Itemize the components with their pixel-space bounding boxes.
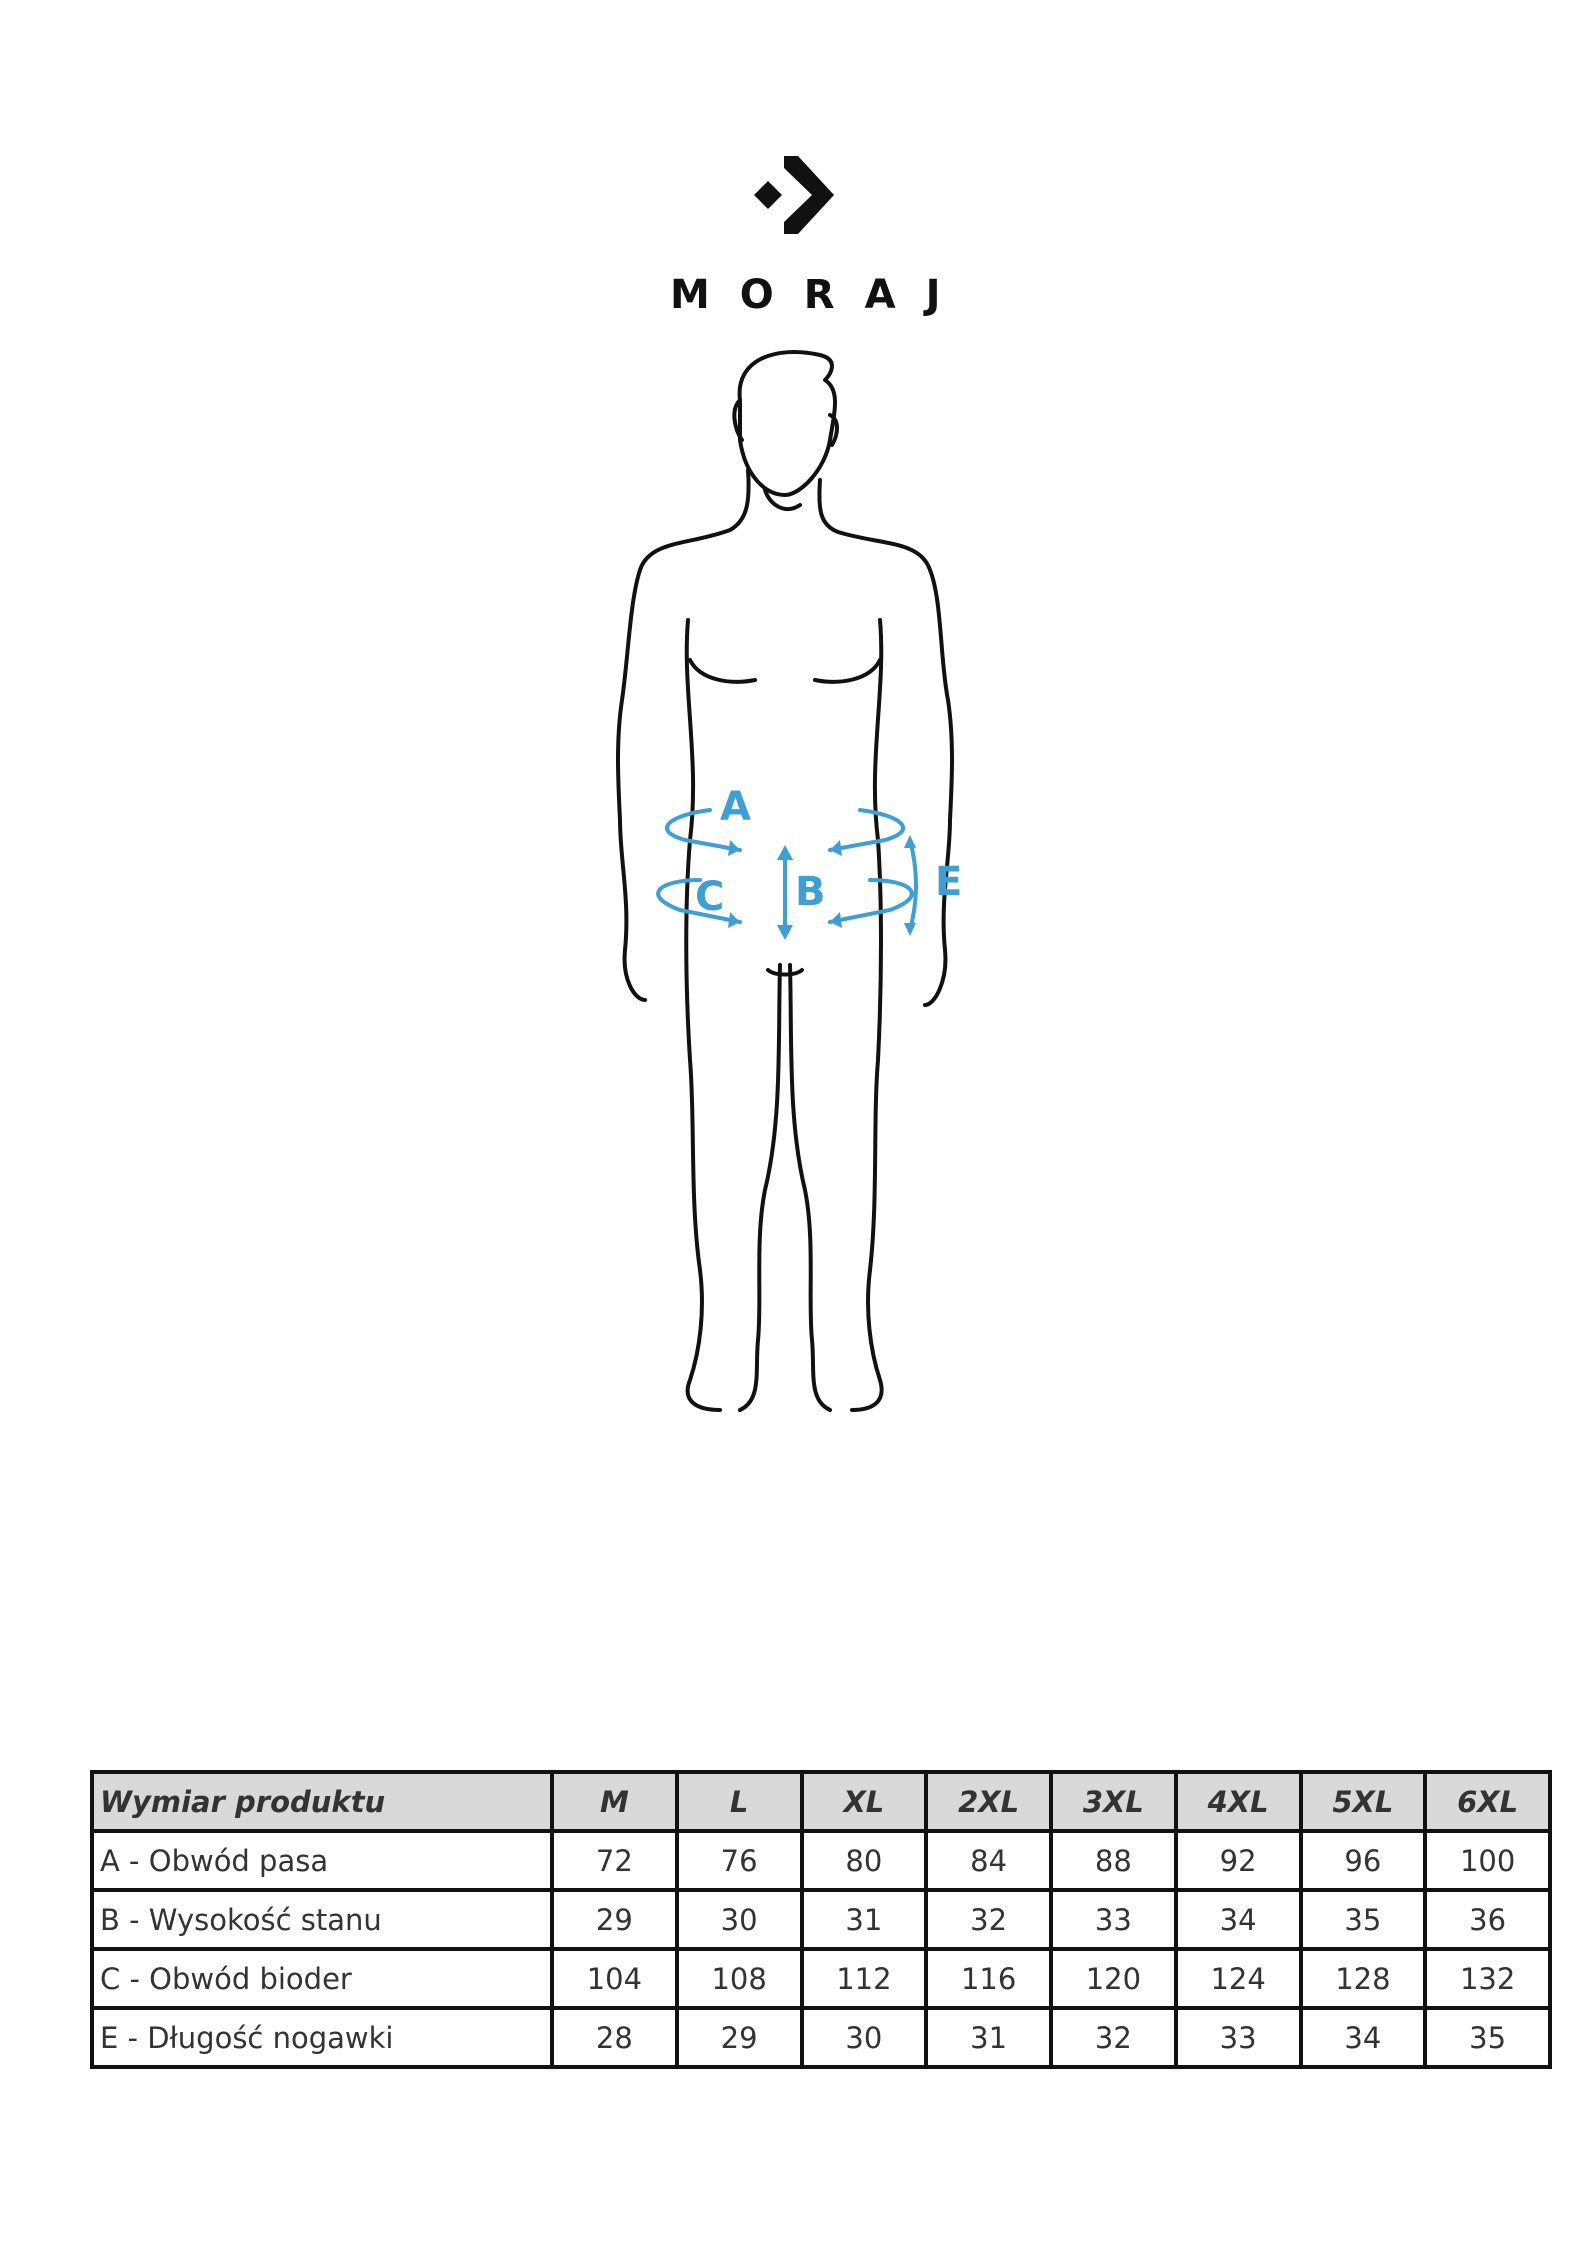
label-a: A bbox=[720, 784, 751, 830]
header-size: 2XL bbox=[926, 1772, 1051, 1831]
arrow-chevron-logo-icon bbox=[750, 150, 840, 240]
row-label: E - Długość nogawki bbox=[92, 2008, 552, 2067]
table-cell: 76 bbox=[677, 1831, 802, 1890]
table-cell: 92 bbox=[1176, 1831, 1301, 1890]
table-row bbox=[92, 1831, 1550, 1890]
row-label: B - Wysokość stanu bbox=[92, 1890, 552, 1949]
header-size: M bbox=[552, 1772, 677, 1831]
male-body-outline-icon bbox=[590, 340, 1010, 1540]
table-cell: 30 bbox=[802, 2008, 927, 2067]
label-e: E bbox=[935, 859, 963, 905]
table-cell: 132 bbox=[1425, 1949, 1550, 2008]
table-cell: 120 bbox=[1051, 1949, 1176, 2008]
table-cell: 32 bbox=[1051, 2008, 1176, 2067]
row-label: A - Obwód pasa bbox=[92, 1831, 552, 1890]
table-cell: 28 bbox=[552, 2008, 677, 2067]
table-cell: 128 bbox=[1301, 1949, 1426, 2008]
size-table bbox=[90, 1770, 1552, 2069]
table-cell: 32 bbox=[926, 1890, 1051, 1949]
table-cell: 29 bbox=[552, 1890, 677, 1949]
table-cell: 35 bbox=[1301, 1890, 1426, 1949]
table-cell: 33 bbox=[1176, 2008, 1301, 2067]
table-cell: 36 bbox=[1425, 1890, 1550, 1949]
brand-name: MORAJ bbox=[670, 272, 971, 318]
table-cell: 31 bbox=[926, 2008, 1051, 2067]
table-cell: 30 bbox=[677, 1890, 802, 1949]
label-c: C bbox=[695, 874, 725, 920]
header-size: XL bbox=[802, 1772, 927, 1831]
table-header-row bbox=[92, 1772, 1550, 1831]
header-size: 6XL bbox=[1425, 1772, 1550, 1831]
table-cell: 96 bbox=[1301, 1831, 1426, 1890]
table-cell: 84 bbox=[926, 1831, 1051, 1890]
table-cell: 116 bbox=[926, 1949, 1051, 2008]
table-cell: 112 bbox=[802, 1949, 927, 2008]
row-label: C - Obwód bioder bbox=[92, 1949, 552, 2008]
table-cell: 34 bbox=[1176, 1890, 1301, 1949]
header-size: 5XL bbox=[1301, 1772, 1426, 1831]
table-row bbox=[92, 1890, 1550, 1949]
table-cell: 34 bbox=[1301, 2008, 1426, 2067]
table-cell: 33 bbox=[1051, 1890, 1176, 1949]
header-size: L bbox=[677, 1772, 802, 1831]
table-cell: 104 bbox=[552, 1949, 677, 2008]
table-cell: 35 bbox=[1425, 2008, 1550, 2067]
table-cell: 100 bbox=[1425, 1831, 1550, 1890]
label-b: B bbox=[795, 869, 826, 915]
header-size: 4XL bbox=[1176, 1772, 1301, 1831]
header-size: 3XL bbox=[1051, 1772, 1176, 1831]
table-cell: 80 bbox=[802, 1831, 927, 1890]
table-cell: 124 bbox=[1176, 1949, 1301, 2008]
table-cell: 108 bbox=[677, 1949, 802, 2008]
table-cell: 31 bbox=[802, 1890, 927, 1949]
table-row bbox=[92, 1949, 1550, 2008]
table-row bbox=[92, 2008, 1550, 2067]
header-label: Wymiar produktu bbox=[92, 1772, 552, 1831]
table-cell: 88 bbox=[1051, 1831, 1176, 1890]
table-cell: 72 bbox=[552, 1831, 677, 1890]
table-cell: 29 bbox=[677, 2008, 802, 2067]
